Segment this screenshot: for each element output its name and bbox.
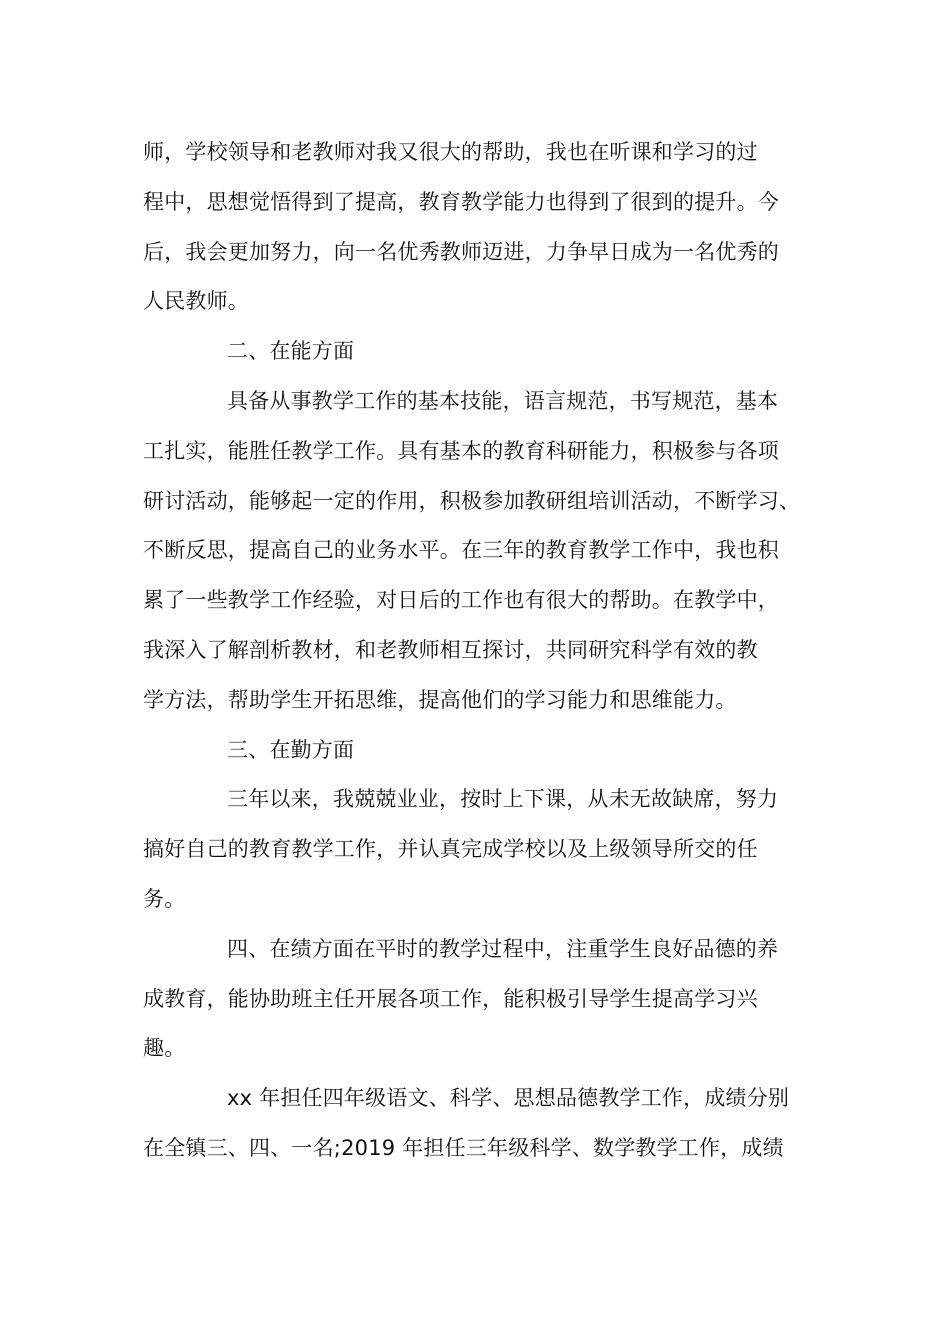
text-line: 不断反思，提高自己的业务水平。在三年的教育教学工作中，我也积 [143,538,779,563]
paragraph-start: xx 年担任四年级语文、科学、思想品德教学工作，成绩分别 [227,1086,790,1111]
text-line: 我深入了解剖析教材，和老教师相互探讨，共同研究科学有效的教 [143,637,758,662]
text-line: 工扎实，能胜任教学工作。具有基本的教育科研能力，积极参与各项 [143,438,779,463]
text-line: 搞好自己的教育教学工作，并认真完成学校以及上级领导所交的任 [143,837,758,862]
paragraph-start: 三年以来，我兢兢业业，按时上下课，从未无故缺席，努力 [227,787,779,812]
text-line: 研讨活动，能够起一定的作用，积极参加教研组培训活动，不断学习、 [143,488,801,513]
text-line: 后，我会更加努力，向一名优秀教师迈进，力争早日成为一名优秀的 [143,239,779,264]
section-heading: 三、在勤方面 [227,737,355,762]
text-line: 学方法，帮助学生开拓思维，提高他们的学习能力和思维能力。 [143,687,737,712]
text-line: 务。 [143,886,186,911]
paragraph-start: 具备从事教学工作的基本技能，语言规范，书写规范，基本 [227,388,779,413]
text-line: 人民教师。 [143,289,249,314]
paragraph-start: 四、在绩方面在平时的教学过程中，注重学生良好品德的养 [227,936,779,961]
text-line: 成教育，能协助班主任开展各项工作，能积极引导学生提高学习兴 [143,986,758,1011]
section-heading: 二、在能方面 [227,339,355,364]
document-body [143,128,815,1174]
text-line: 在全镇三、四、一名;2019 年担任三年级科学、数学教学工作，成绩 [143,1135,784,1160]
text-line: 累了一些教学工作经验，对日后的工作也有很大的帮助。在教学中， [143,588,779,613]
text-line: 程中，思想觉悟得到了提高，教育教学能力也得到了很到的提升。今 [143,189,779,214]
text-line: 趣。 [143,1036,186,1061]
text-line: 师，学校领导和老教师对我又很大的帮助，我也在听课和学习的过 [143,140,758,164]
